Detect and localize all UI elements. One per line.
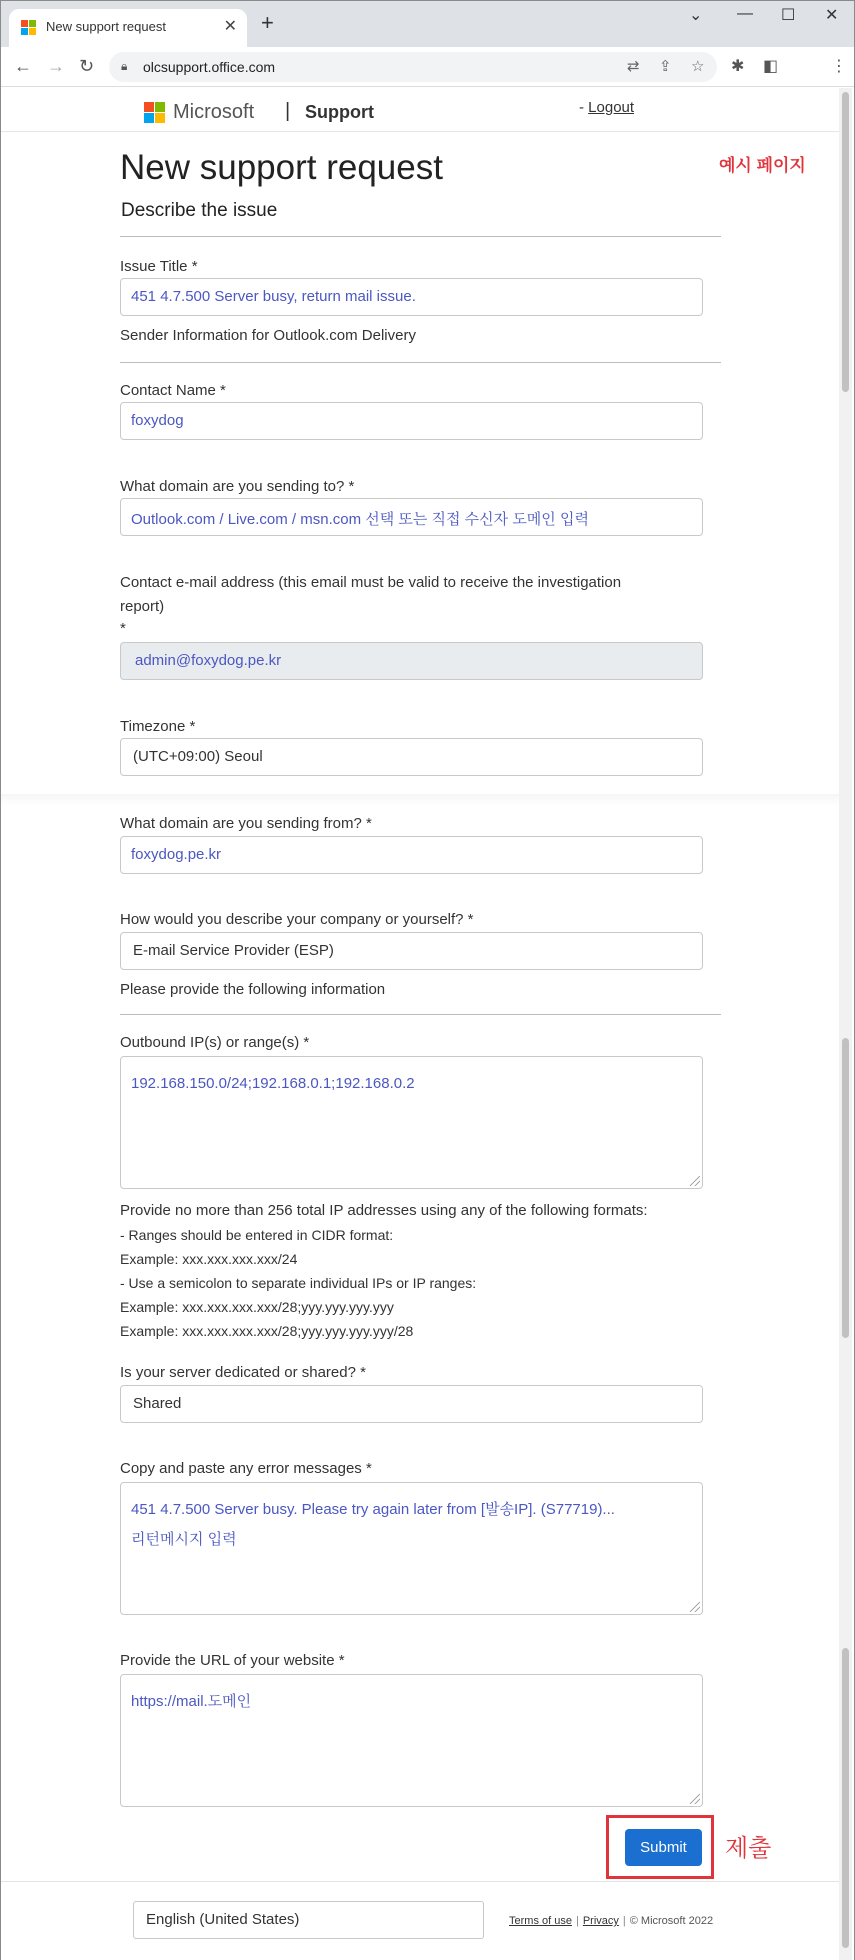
sender-info-heading: Sender Information for Outlook.com Delivery: [120, 327, 416, 344]
ip-help-line: Example: xxx.xxx.xxx.xxx/28;yyy.yyy.yyy.yyy/28: [120, 1323, 414, 1339]
logout-link[interactable]: Logout: [588, 99, 635, 116]
logout-area: [579, 99, 634, 116]
scrollbar-thumb[interactable]: [842, 1648, 849, 1948]
url-text: olcsupport.office.com: [143, 59, 276, 75]
share-icon[interactable]: ⇪: [659, 58, 672, 75]
website-url-textarea[interactable]: [120, 1674, 703, 1807]
divider: [120, 1014, 721, 1015]
contact-email-label-line2: report): [120, 598, 165, 615]
ip-help-line: Example: xxx.xxx.xxx.xxx/28;yyy.yyy.yyy.yyy: [120, 1299, 394, 1315]
resize-grip-icon[interactable]: [690, 1176, 700, 1186]
section-subtitle: Describe the issue: [121, 200, 278, 221]
logout-prefix: -: [579, 99, 589, 116]
provide-info-heading: Please provide the following information: [120, 981, 386, 998]
header-separator: |: [285, 100, 291, 122]
site-header: [1, 88, 839, 132]
menu-kebab-icon[interactable]: ⋮: [831, 58, 847, 75]
extensions-icon[interactable]: ✱: [731, 58, 745, 75]
bookmark-star-icon[interactable]: ☆: [691, 58, 705, 75]
footer-separator: |: [575, 1915, 579, 1927]
outbound-ip-textarea[interactable]: [120, 1056, 703, 1189]
error-messages-textarea[interactable]: [120, 1482, 703, 1615]
divider: [120, 236, 721, 237]
footer-links: [509, 1915, 713, 1927]
timezone-label: Timezone *: [120, 718, 196, 735]
terms-of-use-link[interactable]: Terms of use: [509, 1915, 572, 1927]
language-select[interactable]: English (United States): [133, 1901, 484, 1939]
sample-page-annotation: 예시 페이지: [719, 156, 806, 175]
company-type-label: How would you describe your company or yourself? *: [120, 911, 474, 928]
submit-button[interactable]: Submit: [625, 1829, 702, 1866]
support-link[interactable]: Support: [305, 102, 374, 122]
error-message-line: 리턴메시지 입력: [131, 1531, 237, 1548]
outbound-ip-value: 192.168.150.0/24;192.168.0.1;192.168.0.2: [131, 1075, 415, 1092]
ip-help-line: - Ranges should be entered in CIDR format:: [120, 1227, 394, 1243]
scrollbar-thumb[interactable]: [842, 92, 849, 392]
server-type-select[interactable]: Shared: [120, 1385, 703, 1423]
footer: [1, 1881, 839, 1960]
company-type-select[interactable]: E-mail Service Provider (ESP): [120, 932, 703, 970]
copyright: © Microsoft 2022: [629, 1915, 714, 1927]
issue-title-label: Issue Title *: [120, 258, 198, 275]
address-bar: [1, 47, 854, 87]
forward-icon[interactable]: →: [47, 56, 65, 76]
page-scrollbar[interactable]: [839, 88, 852, 1960]
ip-help-line: Provide no more than 256 total IP addresses using any of the following formats:: [120, 1202, 648, 1219]
page-content: [1, 88, 854, 1960]
domain-to-label: What domain are you sending to? *: [120, 478, 355, 495]
resize-grip-icon[interactable]: [690, 1602, 700, 1612]
contact-email-label-line1: Contact e-mail address (this email must be valid to receive the investigation: [120, 574, 622, 591]
ip-help-line: Example: xxx.xxx.xxx.xxx/24: [120, 1251, 298, 1267]
footer-separator: |: [622, 1915, 626, 1927]
section-band: [1, 794, 839, 806]
issue-title-input[interactable]: 451 4.7.500 Server busy, return mail issue.: [120, 278, 703, 316]
divider: [120, 362, 721, 363]
domain-from-input[interactable]: foxydog.pe.kr: [120, 836, 703, 874]
minimize-button[interactable]: —: [737, 5, 753, 22]
scrollbar-thumb[interactable]: [842, 1038, 849, 1338]
lock-icon[interactable]: 🔒︎: [121, 59, 128, 73]
contact-email-input: admin@foxydog.pe.kr: [120, 642, 703, 680]
website-url-value: https://mail.도메인: [131, 1693, 252, 1710]
tab-search-icon[interactable]: ⌄: [689, 7, 703, 24]
tab-close-icon[interactable]: ✕: [223, 18, 237, 35]
translate-icon[interactable]: ⇄: [627, 58, 640, 75]
reload-icon[interactable]: ↻: [79, 56, 95, 76]
tab-bar: [1, 1, 854, 47]
browser-tab[interactable]: [9, 9, 247, 47]
error-messages-label: Copy and paste any error messages *: [120, 1460, 372, 1477]
timezone-select[interactable]: (UTC+09:00) Seoul: [120, 738, 703, 776]
contact-name-input[interactable]: foxydog: [120, 402, 703, 440]
microsoft-logo-icon[interactable]: [144, 102, 166, 124]
brand-name[interactable]: Microsoft: [173, 101, 255, 123]
close-window-button[interactable]: ✕: [825, 7, 839, 24]
microsoft-favicon-icon: [21, 20, 37, 36]
error-message-line: 451 4.7.500 Server busy. Please try again later from [발송IP]. (S77719)...: [131, 1501, 615, 1518]
ip-help-line: - Use a semicolon to separate individual IPs or IP ranges:: [120, 1275, 477, 1291]
tab-title: New support request: [46, 19, 166, 34]
submit-annotation: 제출: [725, 1835, 772, 1862]
side-panel-icon[interactable]: ◧: [763, 58, 779, 75]
page-title: New support request: [120, 148, 443, 187]
outbound-ip-label: Outbound IP(s) or range(s) *: [120, 1034, 310, 1051]
contact-name-label: Contact Name *: [120, 382, 226, 399]
url-input[interactable]: [109, 52, 717, 82]
resize-grip-icon[interactable]: [690, 1794, 700, 1804]
contact-email-required: *: [120, 620, 126, 637]
maximize-button[interactable]: ☐: [781, 7, 796, 24]
back-icon[interactable]: ←: [14, 56, 32, 76]
privacy-link[interactable]: Privacy: [582, 1915, 619, 1927]
new-tab-button[interactable]: +: [261, 10, 274, 35]
website-url-label: Provide the URL of your website *: [120, 1652, 345, 1669]
domain-to-input[interactable]: Outlook.com / Live.com / msn.com 선택 또는 직접 수신자 도메인 입력: [120, 498, 703, 536]
domain-from-label: What domain are you sending from? *: [120, 815, 372, 832]
server-type-label: Is your server dedicated or shared? *: [120, 1364, 366, 1381]
